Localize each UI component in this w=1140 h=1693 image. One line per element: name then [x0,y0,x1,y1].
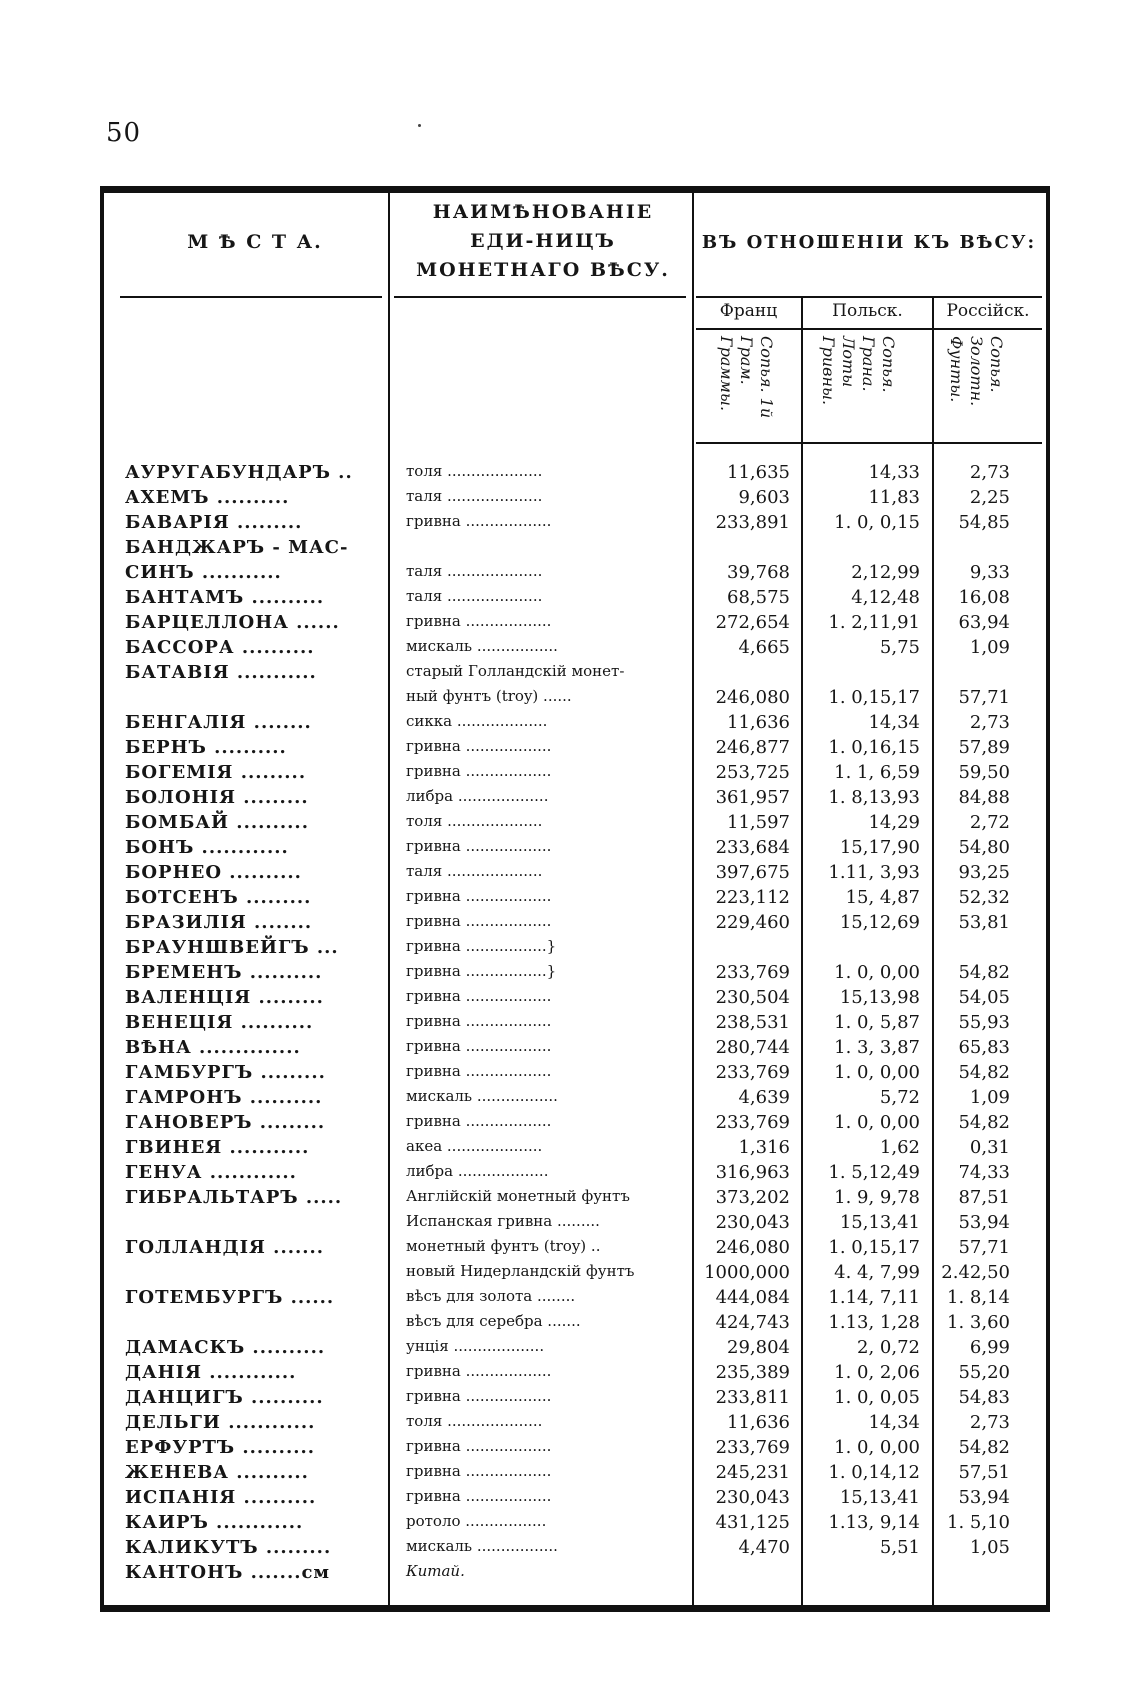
russian-value-cell: 57,89 [958,737,1010,758]
russian-value-cell: 63,94 [958,612,1010,633]
unit-cell: новый Нидерландскій фунтъ [406,1262,635,1280]
unit-cell: таля .................... [406,487,543,505]
russian-value-cell: 1. 5,10 [947,1512,1010,1533]
polish-value-cell: 1. 0,15,17 [828,1237,920,1258]
unit-cell: таля .................... [406,862,543,880]
french-value-cell: 223,112 [715,887,790,908]
place-cell: БАТАВІЯ ........... [125,662,317,683]
polish-value-cell: 11,83 [868,487,920,508]
place-cell: БЕНГАЛІЯ ........ [125,712,312,733]
table-row [0,812,1140,837]
polish-value-cell: 1. 0, 5,87 [834,1012,920,1033]
place-cell: ЕРФУРТЪ .......... [125,1437,316,1458]
place-cell: БРАЗИЛІЯ ........ [125,912,313,933]
unit-cell: гривна .................. [406,1062,552,1080]
unit-cell: либра ................... [406,787,549,805]
russian-value-cell: 87,51 [958,1187,1010,1208]
french-value-cell: 233,769 [715,1112,790,1133]
polish-value-cell: 1. 5,12,49 [828,1162,920,1183]
rule-header-relation [696,296,1042,298]
unit-cell: гривна .................. [406,512,552,530]
french-value-cell: 233,811 [715,1387,790,1408]
unit-cell: унція ................... [406,1337,545,1355]
russian-value-cell: 54,82 [958,1112,1010,1133]
unit-cell: гривна .................. [406,912,552,930]
russian-value-cell: 55,93 [958,1012,1010,1033]
russian-value-cell: 1,09 [969,637,1010,658]
russian-value-cell: 2,73 [969,1412,1010,1433]
table-row [0,512,1140,537]
russian-value-cell: 2.42,50 [941,1262,1010,1283]
russian-value-cell: 84,88 [958,787,1010,808]
place-cell: БАНТАМЪ .......... [125,587,325,608]
polish-value-cell: 1. 0,16,15 [828,737,920,758]
french-value-cell: 233,769 [715,962,790,983]
russian-value-cell: 53,81 [958,912,1010,933]
unit-cell: ротоло ................. [406,1512,547,1530]
table-row [0,1537,1140,1562]
french-value-cell: 233,684 [715,837,790,858]
header-place: М Ѣ С Т А. [187,231,323,253]
table-row [0,1087,1140,1112]
table-row [0,987,1140,1012]
table-row [0,687,1140,712]
polish-value-cell: 1. 2,11,91 [828,612,920,633]
table-row [0,537,1140,562]
header-french: Франц [719,301,778,321]
unit-cell: гривна .................} [406,962,557,980]
french-value-cell: 246,080 [715,1237,790,1258]
place-cell: ГВИНЕЯ ........... [125,1137,310,1158]
polish-value-cell: 1. 0, 0,00 [834,1062,920,1083]
table-row [0,1437,1140,1462]
table-row [0,1162,1140,1187]
russian-value-cell: 74,33 [958,1162,1010,1183]
unit-cell: гривна .................. [406,1012,552,1030]
unit-cell: гривна .................. [406,1437,552,1455]
place-cell: БЕРНЪ .......... [125,737,287,758]
polish-value-cell: 14,34 [868,1412,920,1433]
header-russian: Россійск. [946,301,1030,321]
unit-cell: сикка ................... [406,712,548,730]
russian-value-cell: 1. 3,60 [947,1312,1010,1333]
polish-value-cell: 14,34 [868,712,920,733]
unit-cell: гривна .................. [406,1362,552,1380]
unit-cell: толя .................... [406,1412,543,1430]
french-value-cell: 230,504 [715,987,790,1008]
header-french-units: Сопья. 1й Грам. Граммы. [717,336,776,419]
french-value-cell: 11,636 [727,1412,790,1433]
polish-value-cell: 4,12,48 [851,587,920,608]
russian-value-cell: 52,32 [958,887,1010,908]
french-value-cell: 9,603 [738,487,790,508]
french-value-cell: 230,043 [715,1212,790,1233]
polish-value-cell: 1.11, 3,93 [828,862,920,883]
russian-value-cell: 1,05 [969,1537,1010,1558]
russian-value-cell: 57,71 [958,687,1010,708]
polish-value-cell: 15,13,98 [839,987,920,1008]
place-cell: АУРУГАБУНДАРЪ .. [125,462,353,483]
french-value-cell: 68,575 [727,587,790,608]
russian-value-cell: 16,08 [958,587,1010,608]
french-value-cell: 246,877 [715,737,790,758]
table-row [0,1287,1140,1312]
unit-cell: старый Голландскій монет- [406,662,625,680]
french-value-cell: 373,202 [715,1187,790,1208]
place-cell: ДЕЛЬГИ ............ [125,1412,316,1433]
russian-value-cell: 57,71 [958,1237,1010,1258]
place-cell: ГИБРАЛЬТАРЪ ..... [125,1187,343,1208]
polish-value-cell: 5,72 [879,1087,920,1108]
french-value-cell: 245,231 [715,1462,790,1483]
polish-value-cell: 1.14, 7,11 [828,1287,920,1308]
unit-cell: таля .................... [406,587,543,605]
russian-value-cell: 2,73 [969,712,1010,733]
polish-value-cell: 5,51 [879,1537,920,1558]
table-row [0,762,1140,787]
rule-header-place [120,296,382,298]
place-cell: ГОЛЛАНДІЯ ....... [125,1237,325,1258]
table-row [0,1137,1140,1162]
polish-value-cell: 14,29 [868,812,920,833]
unit-cell: Китай. [406,1562,465,1580]
table-row [0,1462,1140,1487]
unit-cell: гривна .................. [406,1387,552,1405]
french-value-cell: 1,316 [738,1137,790,1158]
place-cell: ГАНОВЕРЪ ......... [125,1112,326,1133]
polish-value-cell: 1. 0, 2,06 [834,1362,920,1383]
unit-cell: гривна .................. [406,737,552,755]
table-row [0,1262,1140,1287]
place-cell: ВАЛЕНЦІЯ ......... [125,987,324,1008]
header-polish: Польск. [832,301,903,321]
table-row [0,962,1140,987]
page-number: 50 [106,118,142,148]
table-row [0,1037,1140,1062]
unit-cell: гривна .................. [406,612,552,630]
unit-cell: мискаль ................. [406,637,558,655]
table-row [0,1512,1140,1537]
russian-value-cell: 9,33 [969,562,1010,583]
french-value-cell: 280,744 [715,1037,790,1058]
place-cell: ГОТЕМБУРГЪ ...... [125,1287,335,1308]
french-value-cell: 4,665 [738,637,790,658]
french-value-cell: 235,389 [715,1362,790,1383]
unit-cell: таля .................... [406,562,543,580]
polish-value-cell: 15,13,41 [839,1212,920,1233]
place-cell: ГАМБУРГЪ ......... [125,1062,326,1083]
russian-value-cell: 2,73 [969,462,1010,483]
place-cell: СИНЪ ........... [125,562,282,583]
russian-value-cell: 53,94 [958,1212,1010,1233]
russian-value-cell: 54,82 [958,1062,1010,1083]
place-cell: БАВАРІЯ ......... [125,512,303,533]
table-row [0,1487,1140,1512]
russian-value-cell: 0,31 [969,1137,1010,1158]
place-cell: КАИРЪ ............ [125,1512,304,1533]
polish-value-cell: 1. 3, 3,87 [834,1037,920,1058]
table-row [0,1312,1140,1337]
french-value-cell: 230,043 [715,1487,790,1508]
rule-subheader [696,328,1042,330]
table-row [0,712,1140,737]
table-row [0,1112,1140,1137]
french-value-cell: 253,725 [715,762,790,783]
place-cell: ГАМРОНЪ .......... [125,1087,323,1108]
unit-cell: гривна .................. [406,1462,552,1480]
unit-cell: монетный фунтъ (troy) .. [406,1237,601,1255]
place-cell: ИСПАНІЯ .......... [125,1487,317,1508]
table-row [0,612,1140,637]
table-row [0,1012,1140,1037]
french-value-cell: 397,675 [715,862,790,883]
header-unit-name: НАИМѢНОВАНІЕ ЕДИ-НИЦЪ МОНЕТНАГО ВѢСУ. [416,201,670,281]
place-cell: БРЕМЕНЪ .......... [125,962,323,983]
unit-cell: толя .................... [406,462,543,480]
table-row [0,562,1140,587]
table-row [0,887,1140,912]
table-row [0,1412,1140,1437]
table-row [0,1562,1140,1587]
french-value-cell: 11,635 [727,462,790,483]
russian-value-cell: 6,99 [969,1337,1010,1358]
table-row [0,787,1140,812]
table-row [0,487,1140,512]
table-row [0,1337,1140,1362]
header-polish-units: Сопья. Грана. Лоты Гривны. [819,336,898,406]
russian-value-cell: 1,09 [969,1087,1010,1108]
unit-cell: гривна .................. [406,887,552,905]
table-row [0,637,1140,662]
table-row [0,1387,1140,1412]
place-cell: БОЛОНІЯ ......... [125,787,309,808]
french-value-cell: 233,891 [715,512,790,533]
russian-value-cell: 54,83 [958,1387,1010,1408]
place-cell: БОРНЕО .......... [125,862,302,883]
french-value-cell: 1000,000 [704,1262,790,1283]
polish-value-cell: 5,75 [879,637,920,658]
table-row [0,662,1140,687]
french-value-cell: 4,470 [738,1537,790,1558]
place-cell: КАЛИКУТЪ ......... [125,1537,332,1558]
table-row [0,1237,1140,1262]
place-cell: ДАМАСКЪ .......... [125,1337,326,1358]
polish-value-cell: 1,62 [879,1137,920,1158]
unit-cell: Англійскій монетный фунтъ [406,1187,630,1205]
polish-value-cell: 1. 0, 0,00 [834,962,920,983]
place-cell: БРАУНШВЕЙГЪ ... [125,937,339,958]
french-value-cell: 272,654 [715,612,790,633]
place-cell: БОТСЕНЪ ......... [125,887,312,908]
polish-value-cell: 1. 0,14,12 [828,1462,920,1483]
russian-value-cell: 65,83 [958,1037,1010,1058]
rule-header-unit [394,296,686,298]
polish-value-cell: 1. 1, 6,59 [834,762,920,783]
place-cell: БОНЪ ............ [125,837,289,858]
french-value-cell: 233,769 [715,1062,790,1083]
unit-cell: мискаль ................. [406,1537,558,1555]
unit-cell: либра ................... [406,1162,549,1180]
polish-value-cell: 15,12,69 [839,912,920,933]
unit-cell: гривна .................. [406,987,552,1005]
place-cell: КАНТОНЪ .......см [125,1562,331,1583]
unit-cell: гривна .................. [406,1112,552,1130]
polish-value-cell: 1. 0, 0,15 [834,512,920,533]
unit-cell: Испанская гривна ......... [406,1212,600,1230]
place-cell: БАССОРА .......... [125,637,315,658]
polish-value-cell: 1. 0, 0,00 [834,1112,920,1133]
polish-value-cell: 1. 8,13,93 [828,787,920,808]
polish-value-cell: 1.13, 1,28 [828,1312,920,1333]
polish-value-cell: 14,33 [868,462,920,483]
table-row [0,912,1140,937]
header-russian-units: Сопья. Золотн. Фунты. [947,336,1006,407]
russian-value-cell: 55,20 [958,1362,1010,1383]
russian-value-cell: 57,51 [958,1462,1010,1483]
unit-cell: толя .................... [406,812,543,830]
russian-value-cell: 2,25 [969,487,1010,508]
french-value-cell: 246,080 [715,687,790,708]
table-row [0,1187,1140,1212]
unit-cell: гривна .................. [406,1487,552,1505]
polish-value-cell: 1. 9, 9,78 [834,1187,920,1208]
rule-subheader-bottom [696,442,1042,444]
table-row [0,1212,1140,1237]
french-value-cell: 233,769 [715,1437,790,1458]
table-row [0,587,1140,612]
unit-cell: гривна .................. [406,837,552,855]
french-value-cell: 39,768 [727,562,790,583]
french-value-cell: 444,084 [715,1287,790,1308]
unit-cell: гривна .................. [406,762,552,780]
french-value-cell: 431,125 [715,1512,790,1533]
french-value-cell: 229,460 [715,912,790,933]
russian-value-cell: 53,94 [958,1487,1010,1508]
place-cell: БАРЦЕЛЛОНА ...... [125,612,340,633]
polish-value-cell: 15,13,41 [839,1487,920,1508]
russian-value-cell: 54,82 [958,962,1010,983]
unit-cell: мискаль ................. [406,1087,558,1105]
unit-cell: акеа .................... [406,1137,543,1155]
unit-cell: гривна .................} [406,937,557,955]
russian-value-cell: 59,50 [958,762,1010,783]
russian-value-cell: 54,80 [958,837,1010,858]
polish-value-cell: 1.13, 9,14 [828,1512,920,1533]
russian-value-cell: 54,82 [958,1437,1010,1458]
place-cell: ДАНЦИГЪ .......... [125,1387,324,1408]
russian-value-cell: 1. 8,14 [947,1287,1010,1308]
polish-value-cell: 4. 4, 7,99 [834,1262,920,1283]
french-value-cell: 316,963 [715,1162,790,1183]
unit-cell: ный фунтъ (troy) ...... [406,687,572,705]
russian-value-cell: 54,85 [958,512,1010,533]
russian-value-cell: 54,05 [958,987,1010,1008]
table-row [0,837,1140,862]
table-row [0,937,1140,962]
french-value-cell: 238,531 [715,1012,790,1033]
table-row [0,1062,1140,1087]
french-value-cell: 11,597 [727,812,790,833]
place-cell: ЖЕНЕВА .......... [125,1462,309,1483]
polish-value-cell: 1. 0, 0,00 [834,1437,920,1458]
table-row [0,462,1140,487]
unit-cell: гривна .................. [406,1037,552,1055]
russian-value-cell: 2,72 [969,812,1010,833]
french-value-cell: 29,804 [727,1337,790,1358]
place-cell: ВѢНА .............. [125,1037,301,1058]
place-cell: БАНДЖАРЪ - МАС- [125,537,349,558]
place-cell: АХЕМЪ .......... [125,487,290,508]
polish-value-cell: 2, 0,72 [857,1337,920,1358]
header-relation: ВЪ ОТНОШЕНІИ КЪ ВѢСУ: [701,232,1037,253]
polish-value-cell: 2,12,99 [851,562,920,583]
polish-value-cell: 15,17,90 [839,837,920,858]
polish-value-cell: 1. 0,15,17 [828,687,920,708]
russian-value-cell: 93,25 [958,862,1010,883]
place-cell: ВЕНЕЦІЯ .......... [125,1012,314,1033]
polish-value-cell: 1. 0, 0,05 [834,1387,920,1408]
french-value-cell: 4,639 [738,1087,790,1108]
ink-speck [418,124,421,127]
table-row [0,862,1140,887]
unit-cell: вѣсъ для серебра ....... [406,1312,581,1330]
french-value-cell: 11,636 [727,712,790,733]
place-cell: БОМБАЙ .......... [125,812,309,833]
table-row [0,737,1140,762]
polish-value-cell: 15, 4,87 [845,887,920,908]
french-value-cell: 424,743 [715,1312,790,1333]
place-cell: БОГЕМІЯ ......... [125,762,307,783]
unit-cell: вѣсъ для золота ........ [406,1287,576,1305]
place-cell: ДАНІЯ ............ [125,1362,297,1383]
place-cell: ГЕНУА ............ [125,1162,297,1183]
french-value-cell: 361,957 [715,787,790,808]
table-row [0,1362,1140,1387]
